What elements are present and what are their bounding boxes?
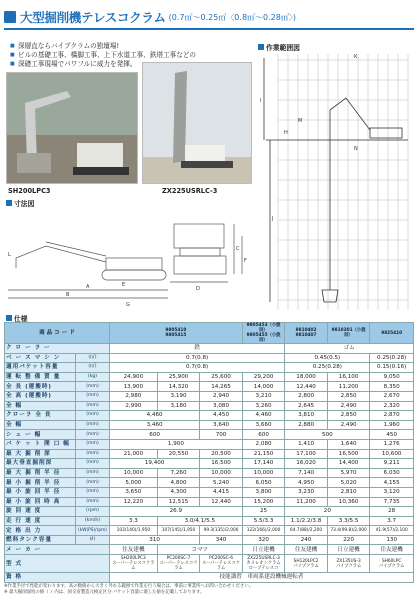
model-code: 9805453（小旋回） 9805455（小旋回） — [242, 323, 285, 344]
spec-row: 全 幅 (mm) 2,990 3,180 3,080 3,260 2,645 2,490 2,320 — [5, 401, 414, 411]
photo-caption-left: SH200LPC3 — [8, 187, 51, 195]
dim-letter: J — [272, 216, 274, 222]
footnote: ※ 最大掘削深度の値（ ）内は、国交省製造元検定区分 バケット容量に適した値を記載しております。 — [4, 589, 205, 595]
spec-label: ク ロ ー ラ ー — [5, 344, 110, 354]
spec-row: クローラ 全 長 (mm) 4,460 4,450 4,460 3,810 2,850 2,870 — [5, 411, 414, 421]
spec-row: 全 長 (運搬時) (mm) 13,900 14,320 14,265 14,000 12,440 11,200 8,350 — [5, 382, 414, 392]
spec-row: 最 大 掘 削 半 径 (mm) 10,000 7,260 10,000 10,000 7,140 5,970 6,030 — [5, 468, 414, 478]
feature-item-cont: 深礎工事現場でパワフルに威力を発揮。 — [18, 60, 137, 68]
spec-row: 最 小 旋 回 半 径 (mm) 3,650 4,300 4,415 3,800 3,230 2,810 3,120 — [5, 487, 414, 497]
dim-letter: D — [196, 286, 200, 292]
spec-row: シ ュ ー 幅 (mm) 600 700 600 500 450 — [5, 430, 414, 440]
dim-letter: K — [354, 54, 358, 60]
spec-table — [4, 322, 414, 583]
dim-letter: L — [8, 252, 11, 258]
feature-item: ■ ビルの基礎工事、橋脚工事、上下水道工事、鉄塔工事などの — [10, 51, 250, 60]
photo-sh200lpc3 — [6, 72, 138, 184]
dim-letter: H — [284, 130, 288, 136]
dim-letter: A — [86, 284, 90, 290]
dimension-drawing — [6, 206, 256, 312]
spec-row-type: 型 式 SH200LPC3 スーパーテレスコクラム PC200SC-7 スーパーテレスコクラム PC200SC-6 スーパーテレスコクラム ZX225USRLC-3 カメレオンクラム ロープテレスコ SH120LPC2 パイプクラム ZX135US-3 パイプクラム SH60LPC パイプクラム — [5, 555, 414, 573]
dim-letter: G — [126, 302, 130, 308]
page-subtitle: (0.7㎥～0.25㎥〈0.8㎥～0.28㎥〉) — [168, 12, 296, 22]
dim-letter: I — [260, 98, 262, 104]
footnote: ※作業半径で性能が変わります。高の数値から大きく外れる範囲で作業を行う場合は、事前に事業所へお問い合わせください。 — [4, 584, 254, 589]
spec-row: 旋 回 速 度 (rpm) 26.9 25 20 28 — [5, 507, 414, 517]
model-code: 9805410 9805415 — [109, 323, 242, 344]
spec-row: 適用バケット容量 (㎥) 0.7(0.8) 0.25(0.28) 0.15(0.16) — [5, 363, 414, 373]
spec-row: 最大垂直掘削深 (mm) 19,400 16,500 17,140 16,020 14,400 9,211 — [5, 459, 414, 469]
dim-letter: C — [236, 246, 240, 252]
model-code: 9810402 9810407 — [285, 323, 328, 344]
model-code-label: 商 品 コ ー ド — [5, 323, 110, 344]
model-code: 9810301（小旋回） — [327, 323, 370, 344]
specs-heading: 仕様 — [6, 313, 28, 323]
dim-letter: B — [66, 292, 70, 298]
spec-row: 全 幅 (mm) 3,460 3,640 3,660 2,880 2,490 1,960 — [5, 420, 414, 430]
title-divider — [4, 28, 414, 30]
spec-row: 最 小 掘 削 半 径 (mm) 5,000 4,800 5,240 6,050 4,950 5,020 4,155 — [5, 478, 414, 488]
spec-row-crawler — [5, 344, 414, 354]
spec-row: 最 小 旋 回 時 高 (mm) 12,220 12,515 12,440 15,200 11,200 10,360 7,735 — [5, 497, 414, 507]
dimensions-heading: 寸法図 — [6, 198, 34, 208]
model-code: 9825410 — [370, 323, 414, 344]
work-range-heading: 作業範囲図 — [258, 42, 300, 52]
spec-row: バ ケ ッ ト 開 口 幅 (mm) 1,900 2,080 1,410 1,640 1,276 — [5, 439, 414, 449]
dim-letter: M — [298, 118, 303, 124]
spec-row: 走 行 速 度 (km/h) 3.3 3.0/4.1/5.5 5.5/3.3 1.1/2.2/3.8 3.3/5.5 3.7 — [5, 516, 414, 526]
page-header — [4, 6, 414, 28]
title-square-icon — [4, 11, 16, 23]
dim-letter: E — [122, 282, 126, 288]
dim-letter: N — [354, 146, 358, 152]
spec-row-license: 資 格 技能講習 車両系建設機械運転者 — [5, 573, 414, 583]
spec-row-maker: メ ー カ ー 住友建機 コマツ 日立建機 住友建機 日立建機 住友建機 — [5, 545, 414, 555]
footnotes — [4, 584, 414, 595]
photo-zx225usrlc3 — [142, 62, 252, 184]
work-range-diagram — [258, 50, 414, 314]
excavator-photo-left — [7, 73, 138, 184]
spec-row: 全 高 (運搬時) (mm) 2,980 3,190 2,940 3,210 2,800 2,850 2,670 — [5, 391, 414, 401]
spec-row: 定 格 出 力 (kW(PS)/rpm) 103(140)/1,950 107(145)/1,950 99.3(135)/2,000 122(166)/2,000 64.7(88)/2,200 73.4(99.8)/2,000 41.9(57)/2,100 — [5, 526, 414, 536]
dim-letter: F — [244, 258, 247, 264]
excavator-photo-right — [143, 63, 252, 184]
spec-value: 鉄 — [109, 344, 284, 354]
spec-row: 燃料タンク容量 (ℓ) 310 340 320 240 220 130 — [5, 535, 414, 545]
spec-value: ゴム — [285, 344, 414, 354]
page-title: 大型掘削機テレスコクラム — [20, 10, 166, 25]
photo-caption-right: ZX225USRLC-3 — [162, 187, 218, 195]
spec-row: 最 大 掘 削 深 (mm) 21,000 20,550 20,500 21,150 17,100 16,500 10,600 — [5, 449, 414, 459]
spec-header-row — [5, 323, 414, 344]
spec-row: ベ ー ス マ シ ン (㎥) 0.7(0.8) 0.45(0.5) 0.25(0.28) — [5, 353, 414, 363]
feature-item: ■ 深層直ならバイプクラムの独壇場! — [10, 42, 250, 51]
spec-row: 運 転 整 備 質 量 (kg) 24,900 25,900 25,600 29,200 18,000 16,100 9,050 — [5, 372, 414, 382]
